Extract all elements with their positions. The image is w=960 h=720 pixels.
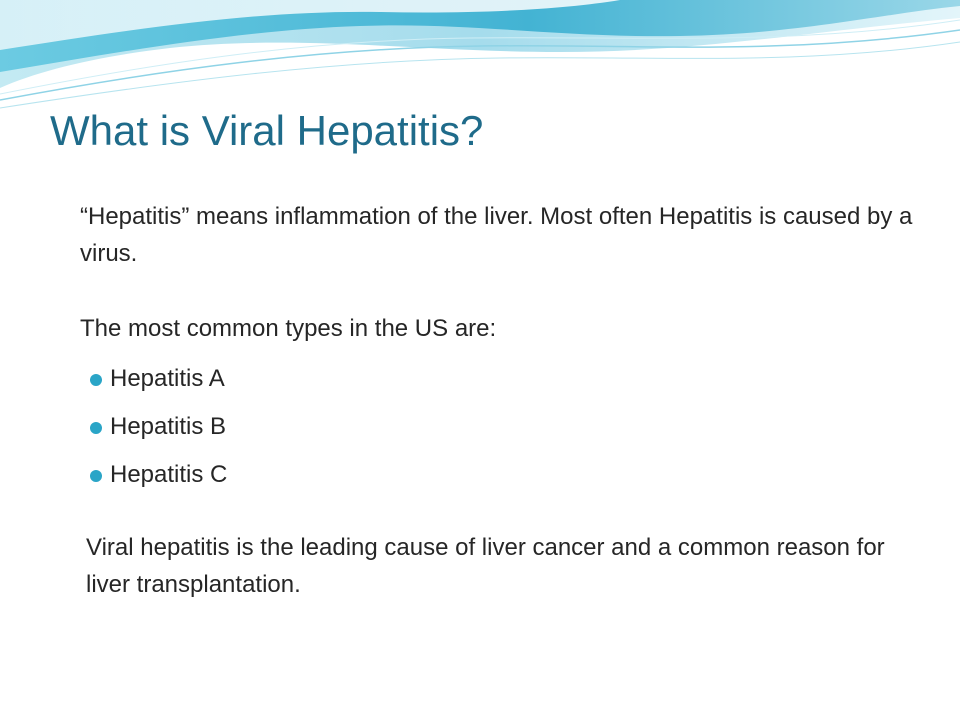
bullet-dot-icon (90, 422, 102, 434)
list-item-label: Hepatitis A (110, 365, 225, 392)
definition-paragraph: “Hepatitis” means inflammation of the liver. Most often Hepatitis is caused by a virus. (80, 203, 913, 267)
list-item-label: Hepatitis C (110, 461, 228, 488)
types-intro-paragraph: The most common types in the US are: (80, 315, 497, 342)
slide-title: What is Viral Hepatitis? (50, 107, 484, 154)
bullet-dot-icon (90, 374, 102, 386)
list-item-label: Hepatitis B (110, 413, 227, 440)
list-item (88, 458, 227, 506)
hepatitis-types-list (88, 362, 227, 506)
list-item (88, 410, 227, 458)
cancer-paragraph: Viral hepatitis is the leading cause of liver cancer and a common reason for liver transplantation. (86, 534, 885, 598)
bullet-dot-icon (90, 470, 102, 482)
decorative-wave-header (0, 0, 960, 120)
list-item (88, 362, 227, 410)
